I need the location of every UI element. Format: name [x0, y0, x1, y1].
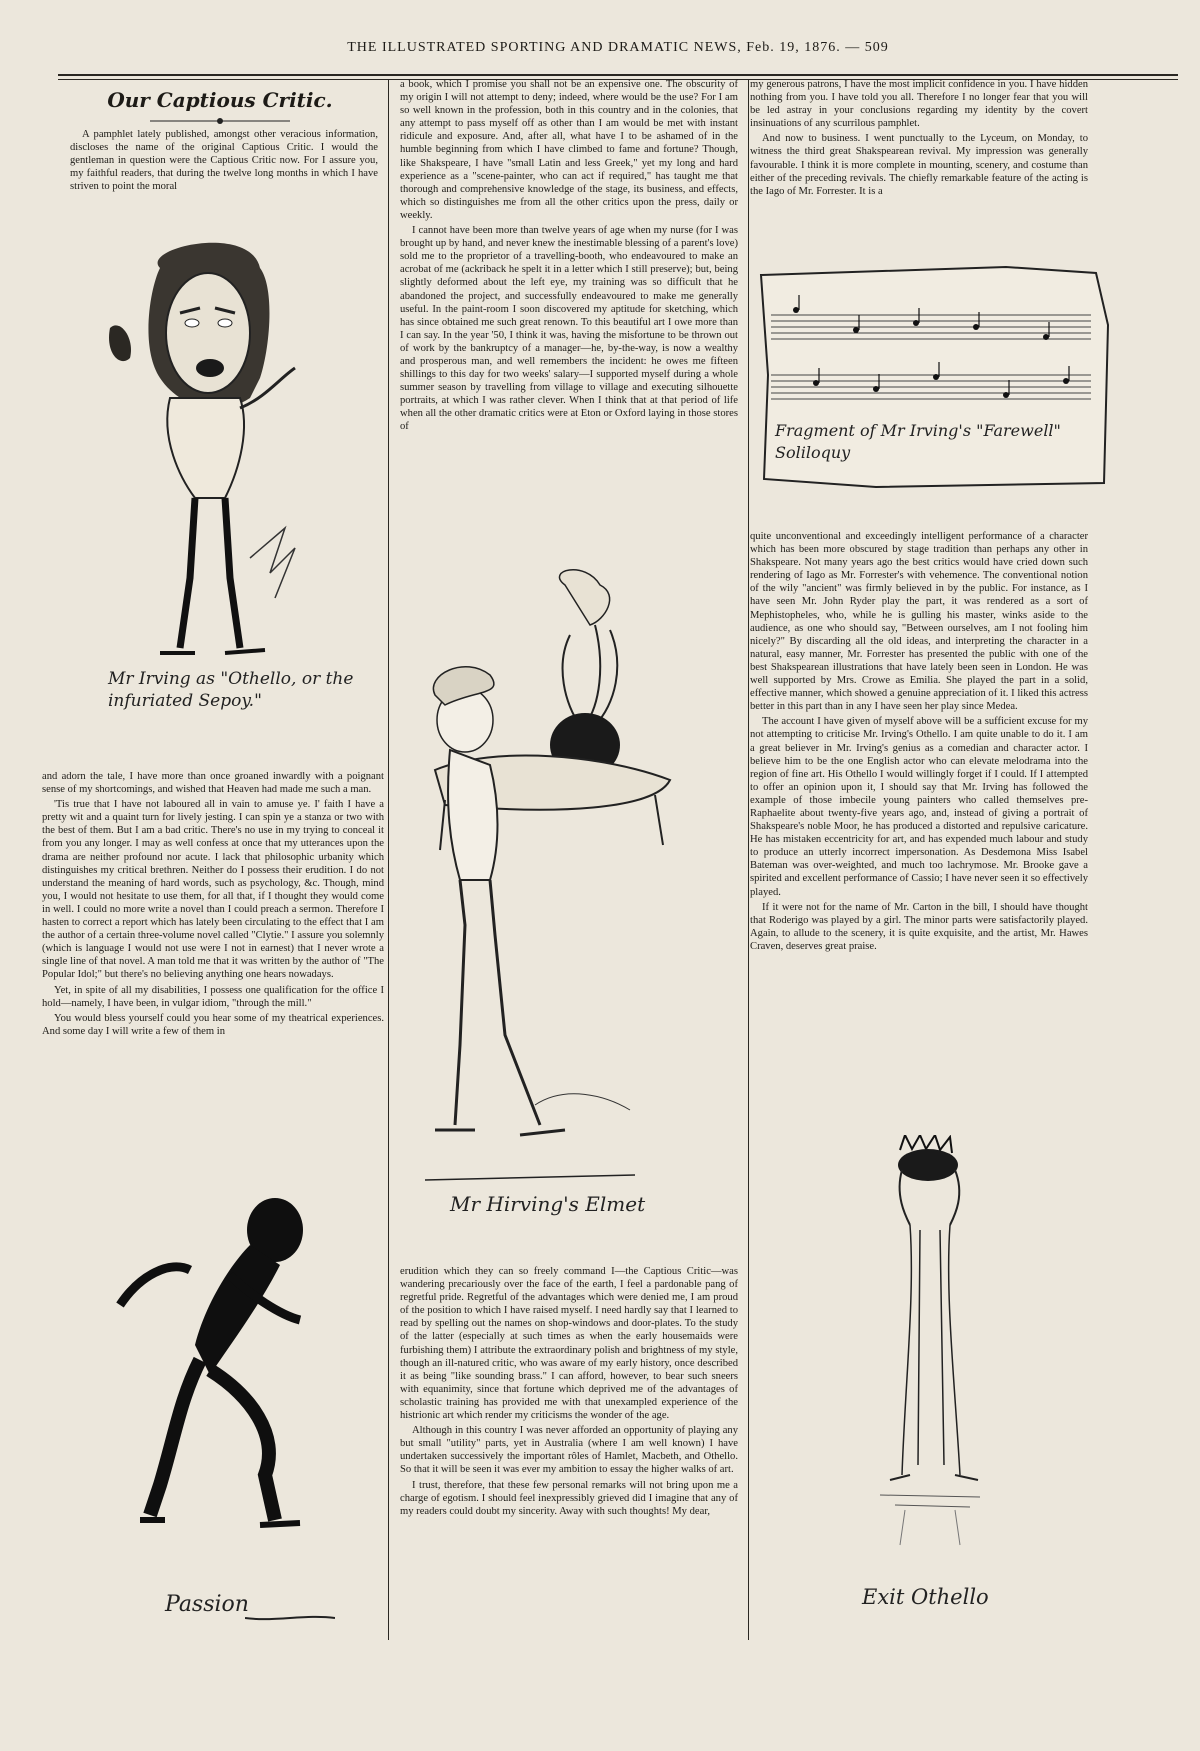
column-rule-2 — [748, 80, 749, 1640]
helmet-page-illustration — [405, 565, 705, 1190]
exit-othello-illustration — [860, 1135, 1000, 1555]
caption-fragment: Fragment of Mr Irving's "Farewell" Soliloquy — [775, 421, 1061, 462]
paragraph: If it were not for the name of Mr. Carton in the bill, I should have thought that Roderigo was played by a girl. The minor parts were satisfactorily played. Again, to allude to the scenery, it is quite exquisite, and the artist, Mr. Hawes Craven, deserves great praise. — [750, 901, 1088, 952]
caption-passion: Passion — [165, 1592, 249, 1617]
paragraph: erudition which they can so freely command I—the Captious Critic—was wandering precariously over the face of the earth, I feel a pardonable pang of regretful pride. Regretful of the advantages which were denied me, I am proud of the position to which I have raised myself. I need hardly say that I learned to read by spelling out the names on shop-windows and door-plates. To the study of the latter (especially at such times as when the early housemaids were furbishing them) I attribute the extraordinary polish and brightness of my style, though an ill-natured critic, who was aware of my early history, once described it as being "like sounding brass." I can afford, however, to bear such sneers with equanimity, since that fortune which deprived me of the advantages of scholastic training has provided me with that unexampled experience of the histrionic art which render my criticisms the wonder of the age. — [400, 1266, 738, 1422]
passion-flourish — [245, 1610, 335, 1624]
paragraph: quite unconventional and exceedingly intelligent performance of a character which has been more obscured by stage tradition than perhaps any other in Shakspeare. Not many years ago the best critics would have cried down such rendering of Iago as Mr. Forrester's with vehemence. The conventional notion of the wily "ancient" was firmly believed in by the public. For instance, as I have seen Mr. John Ryder play the part, it was rendered as a sort of Mephistopheles, who, while he is gulling his master, winks aside to the audience, as one who should say, "Between ourselves, am I not fooling him nicely?" By discarding all the old ideas, and interpreting the character in a natural, easy manner, Mr. Forrester has presented the public with one of the best Shakspearean illustrations that have lately been seen in London. He was well supported by Mrs. Crowe as Emilia. She played the part in a solid, effective manner, which showed a genuine appreciation of it. I liked this actress better in this part than in any I have seen her play since Medea. — [750, 531, 1088, 713]
column-rule-1 — [388, 80, 389, 1640]
article-title: Our Captious Critic. — [107, 88, 333, 112]
paragraph: 'Tis true that I have not laboured all in vain to amuse ye. I' faith I have a pretty wit and a quaint turn for lively jesting. I can spin ye a stanza or two with the best of them. But I am a bad critic. There's no use in my trying to conceal it from you any longer. I may as well confess at once that my utterances upon the drama are neither profound nor acute. I lack that philosophic urbanity which distinguishes my critical brethren. Neither do I possess their erudition. I do not understand the meaning of hard words, such as psychology, &c. Though, mind you, I would not hesitate to use them, for all that, if I thought they would come in well. I could no more write a novel than I could preach a sermon. Therefore I hasten to correct a report which has lately been circulating to the effect that I am the author of a certain three-volume novel called "Clytie." I assure you solemnly (which is language I would not use were I not in earnest) that I never wrote a single line of that novel. A man told me that it was written by the author of "The Popular Idol;" but there's no believing anything one hears nowadays. — [42, 799, 384, 981]
page-header: THE ILLUSTRATED SPORTING AND DRAMATIC NEWS, Feb. 19, 1876. — 509 — [347, 40, 889, 55]
column-2-continued — [400, 1265, 738, 1520]
caption-exit: Exit Othello — [862, 1585, 989, 1609]
paragraph: I cannot have been more than twelve years of age when my nurse (for I was brought up by hand, and never knew the inestimable blessing of a parent's love) sold me to the proprietor of a travelling-booth, who endeavoured to make an acrobat of me (ackriback he spelt it in a letter which I still preserve); but, being slightly deformed about the left eye, my training was so difficult that he abandoned the project, and successfully endeavoured to make me generally useful. In the paint-room I soon discovered my aptitude for sketching, which has since obtained me such great renown. To this beautiful art I owe more than I can say. In the year '50, I think it was, having the misfortune to be thrown out of work by the bankruptcy of a manager—he, by-the-way, is now a wealthy and prosperous man, and well remembers the incident: he owes me fifteen shillings to this day for two weeks' salary—I supported myself during a whole summer season by travelling from village to village and executing silhouette portraits, at which I was rather clever. When I think that at that period of life when all the other dramatic critics were at Eton or Oxford laying in those stores of — [400, 225, 738, 433]
passion-silhouette-illustration — [110, 1185, 350, 1540]
paragraph: my generous patrons, I have the most implicit confidence in you. I have hidden nothing from you. I have told you all. Therefore I no longer fear that you will be led astray in your conclusions regarding my identity by the covert insinuations of any scurrilous pamphlet. — [750, 79, 1088, 130]
header-rule-top — [58, 74, 1178, 76]
column-2-body — [400, 78, 738, 436]
column-1-body — [42, 770, 384, 1040]
paragraph: Although in this country I was never afforded an opportunity of playing any but small "utility" parts, yet in Australia (where I am well known) I have undertaken successively the important rôles of Hamlet, Macbeth, and Othello. So that it will be seen it was ever my ambition to essay the higher walks of art. — [400, 1425, 738, 1476]
paragraph: The account I have given of myself above will be a sufficient excuse for my not attempting to criticise Mr. Irving's Othello. I am quite unable to do it. I am a great believer in Mr. Irving's genius as a comedian and character actor. I believe him to be the one English actor who can elevate melodrama into the region of fine art. His Othello I would willingly forget if I could. If I attempted to offer an opinion upon it, I should say that Mr. Irving has followed the example of those imbecile young painters who called themselves pre-Raphaelite about twenty-five years ago, and, instead of giving a portrait of Shakspeare's noble Moor, he has produced a distorted and repulsive caricature. He has mistaken eccentricity for art, and has expended much labour and study to produce an utterly incorrect impersonation. As Desdemona Miss Isabel Bateman was over-weighted, and much too lachrymose. Mr. Brooke gave a spirited and excellent performance of Cassio; I have never seen it so effectively played. — [750, 716, 1088, 898]
title-ornament — [150, 116, 290, 126]
paragraph: Yet, in spite of all my disabilities, I possess one qualification for the office I hold—namely, I have been, in vulgar idiom, "through the mill." — [42, 984, 384, 1009]
paragraph: And now to business. I went punctually to the Lyceum, on Monday, to witness the third great Shakspearean revival. My impression was generally favourable. I think it is more complete in mounting, scenery, and costume than either of the preceding revivals. The chiefly remarkable feature of the acting is the Iago of Mr. Forrester. It is a — [750, 133, 1088, 197]
othello-caricature-illustration — [100, 228, 330, 668]
column-1-intro — [70, 128, 378, 195]
paragraph: and adorn the tale, I have more than once groaned inwardly with a poignant sense of my shortcomings, and wished that Heaven had made me such a man. — [42, 771, 384, 796]
paragraph: You would bless yourself could you hear some of my theatrical experiences. And some day I will write a few of them in — [42, 1012, 384, 1037]
column-3-body — [750, 78, 1088, 200]
paragraph: a book, which I promise you shall not be an expensive one. The obscurity of my origin I will not attempt to deny; indeed, where would be the use? For I am so well known in the profession, both in this country and in the colonies, that any attempt to pass myself off as other than I am would be met with instant ridicule and exposure. And, after all, what have I to be ashamed of in the humble beginning from which I have climbed to fame and fortune? Though, like Shakspeare, I have "small Latin and less Greek," yet my long and hard experience as a "scene-painter, who can act if required," has taught me that thorough and comprehensive knowledge of the stage, its business, and effects, which so distinguishes me from all the other critics upon the press, daily or weekly. — [400, 79, 738, 221]
caption-othello: Mr Irving as "Othello, or the infuriated Sepoy." — [108, 669, 354, 711]
paragraph: A pamphlet lately published, amongst other veracious information, discloses the name of the original Captious Critic. I would the gentleman in question were the Captious Critic now. For I assure you, my faithful readers, that during the twelve long months in which I have striven to point the moral — [70, 129, 378, 193]
paragraph: I trust, therefore, that these few personal remarks will not bring upon me a charge of egotism. I should feel inexpressibly grieved did I imagine that any of my readers could doubt my sincerity. Away with such thoughts! My dear, — [400, 1479, 738, 1517]
caption-helmet: Mr Hirving's Elmet — [450, 1192, 646, 1216]
column-3-continued — [750, 530, 1088, 955]
